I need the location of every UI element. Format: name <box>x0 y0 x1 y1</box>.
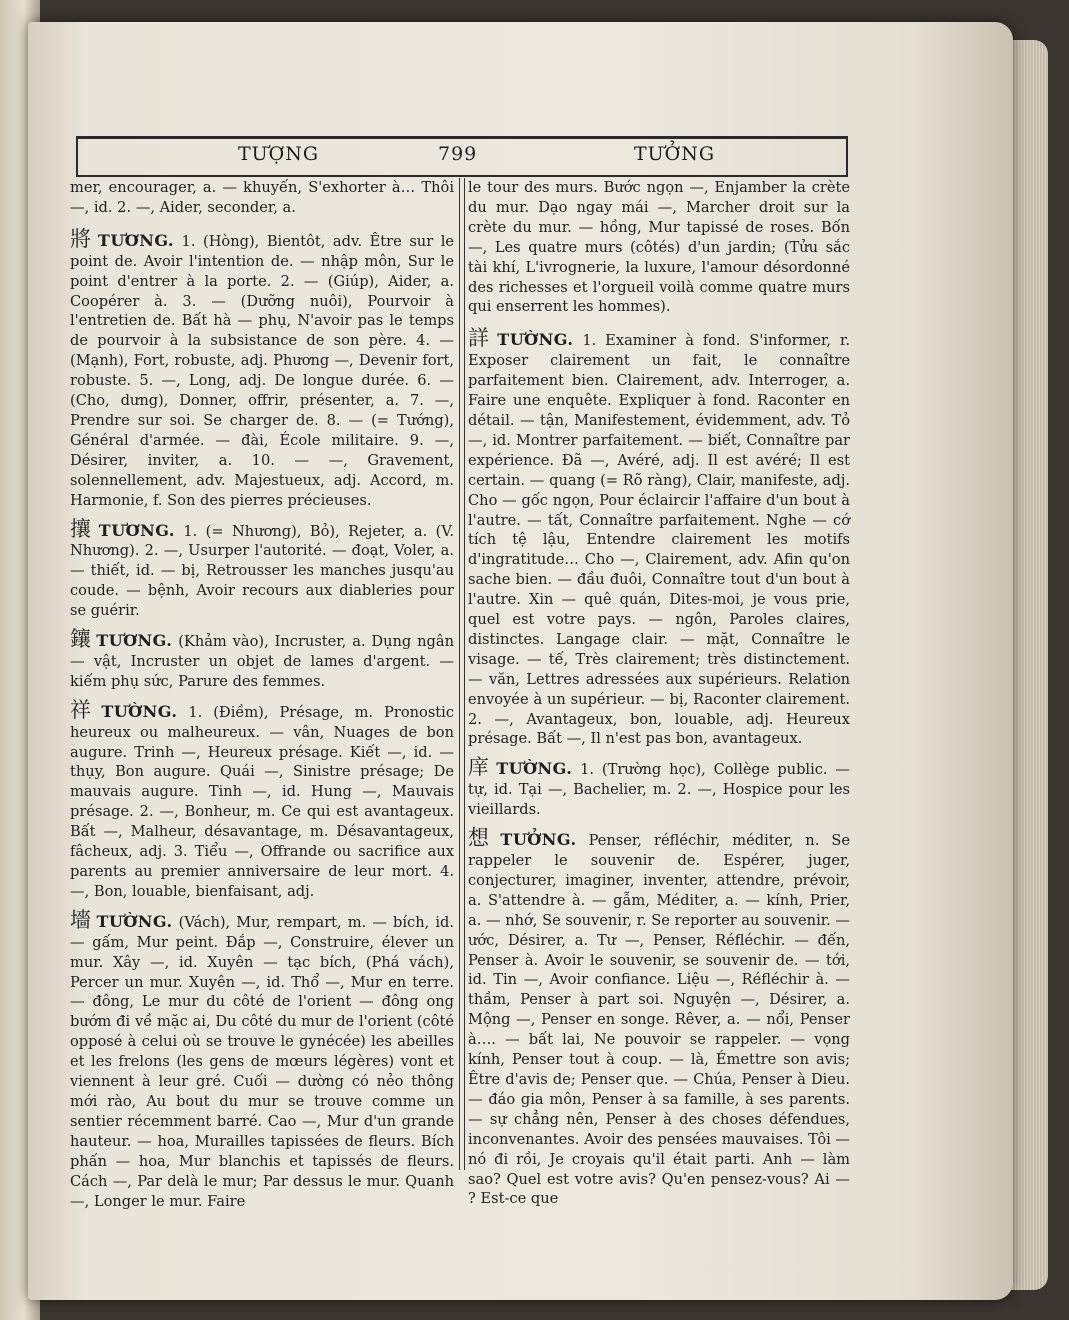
entry-definition: 1. (Điềm), Présage, m. Pronostic heureux ou malheureux. — vân, Nuages de bon augure. Trinh —, Heureux présage. Kiết —, id. — thụy, Bon augure. Quái —, Sinistre présage; De mauvais augure. Tinh —, id. Hung —, Mauvais présage. 2. —, Bonheur, m. Ce qui est avantageux. Bất —, Malheur, désavantage, m. Désavantageux, fâcheux, adj. 3. Tiểu —, Offrande ou sacrifice aux parents au premier anniversaire de leur mort. 4. —, Bon, louable, bienfaisant, adj. <box>70 703 455 900</box>
dictionary-entry <box>70 516 454 622</box>
entry-headword: TƯỜNG. <box>497 330 574 350</box>
entry-character: 詳 <box>468 326 494 351</box>
entry-headword: TƯƠNG. <box>98 520 175 540</box>
entry-headword: TƯƠNG. <box>96 631 173 651</box>
dictionary-entry <box>468 826 851 1209</box>
column-divider <box>459 178 465 1170</box>
dictionary-entry <box>70 627 455 692</box>
entry-character: 攘 <box>70 516 95 541</box>
header-headword-right: TƯỞNG <box>634 143 716 165</box>
entry-definition: 1. Examiner à fond. S'informer, r. Exposer clairement un fait, le connaître parfaitement bien. Clairement, adv. Interroger, a. Faire une enquête. Expliquer à fond. Raconter en détail. — tận, Manifestement, évidemment, adv. Tỏ —, id. Montrer parfaitement. — biết, Connaître par expérience. Đã —, Avéré, adj. Il est avéré; Il est certain. — quang (= Rõ ràng), Clair, manifeste, adj. Cho — gốc ngọn, Pour éclaircir l'affaire d'un bout à l'autre. — tất, Connaître parfaitement. Nghe — cớ tích tệ lậu, Entendre clairement les motifs d'ingratitude… Cho —, Clairement, adv. Afin qu'on sache bien. — đầu đuôi, Connaître tout d'un bout à l'autre. Xin — quê quán, Dites-moi, je vous prie, quel est votre pays. — ngôn, Paroles claires, distinctes. Langage clair. — mặt, Connaître le visage. — tế, Très clairement; très distinctement. — văn, Lettres adressées aux supérieurs. Relation envoyée à un supérieur. — bị, Raconter clairement. 2. —, Avantageux, bon, louable, adj. Heureux présage. Bất —, Il n'est pas bon, avantageux. <box>468 332 851 748</box>
left-column <box>70 178 455 1210</box>
entry-headword: TƯỜNG. <box>496 759 573 779</box>
entry-definition: 1. (Hòng), Bientôt, adv. Être sur le point de. Avoir l'intention de. — nhập môn, Sur le point d'entrer à la porte. 2. — (Giúp), Aider, a. Coopérer à. 3. — (Dưỡng nuôi), Pourvoir à l'entretien de. Bất hà — phụ, N'avoir pas le temps de pourvoir à la subsistance de son père. 4. — (Mạnh), Fort, robuste, adj. Phương —, Devenir fort, robuste. 5. —, Long, adj. De longue durée. 6. — (Cho, dưng), Donner, offrir, présenter, a. 7. —, Prendre sur soi. Se charger de. 8. — (= Tướng), Général d'armée. — đài, École militaire. 9. —, Désirer, inviter, a. 10. — —, Gravement, solennellement, adv. Majestueux, adj. Accord, m. Harmonie, f. Son des pierres précieuses. <box>70 232 455 509</box>
entry-headword: TƯƠNG. <box>97 230 174 250</box>
right-column <box>468 178 851 1208</box>
entry-character: 想 <box>468 826 497 851</box>
dictionary-entry <box>70 907 455 1212</box>
entry-character: 鑲 <box>70 627 93 652</box>
continuation-text: mer, encourager, a. — khuyến, S'exhorter à… Thôi —, id. 2. —, Aider, seconder, a. <box>70 179 454 216</box>
header-headword-left: TƯỢNG <box>238 143 320 165</box>
entry-character: 庠 <box>468 755 493 780</box>
entry-definition: (Khảm vào), Incruster, a. Dụng ngân — vật, Incruster un objet de lames d'argent. — kiếm phụ sức, Parure des femmes. <box>70 633 455 690</box>
page-number: 799 <box>438 143 478 165</box>
entry-definition: (Vách), Mur, rempart, m. — bích, id. — gấm, Mur peint. Đắp —, Construire, élever un mur. Xây —, id. Xuyên — tạc bích, (Phá vách), Percer un mur. Xuyên —, id. Thổ —, Mur en terre. — đông, Le mur du côté de l'orient — đông ong bướm đi về mặc ai, Du côté du mur de l'orient (côté opposé à celui où se trouve le gynécée) les abeilles et les frelons (les gens de mœurs légères) vont et viennent à leur gré. Cuối — dường có nẻo thông mới rào, Au bout du mur se trouve comme un sentier récemment barré. Cao —, Mur d'un grande hauteur. — hoa, Murailles tapissées de fleurs. Bích phấn — hoa, Mur blanchis et tapissés de fleurs. Cách —, Par delà le mur; Par dessus le mur. Quanh —, Longer le mur. Faire <box>70 913 455 1210</box>
entry-character: 墻 <box>70 907 93 932</box>
entry-headword: TƯỜNG. <box>101 701 178 721</box>
dictionary-entry <box>468 755 850 820</box>
dictionary-entry <box>70 697 455 902</box>
page-header <box>76 136 848 177</box>
entry-headword: TƯỜNG. <box>96 911 173 931</box>
continuation-text: le tour des murs. Bước ngọn —, Enjamber la crète du mur. Dạo ngay mái —, Marcher droit sur la crète du mur. — hồng, Mur tapissé de roses. Bốn —, Les quatre murs (côtés) d'un jardin; (Tửu sắc tài khí, L'ivrognerie, la luxure, l'amour désordonné des richesses et l'orgueil voilà comme quatre murs qui enserrent les hommes). <box>468 179 850 316</box>
entry-character: 將 <box>70 226 94 251</box>
entry-definition: Penser, réfléchir, méditer, n. Se rappeler le souvenir de. Espérer, juger, conjecturer, imaginer, inventer, attendre, prévoir, a. S'attendre à. — gẫm, Méditer, a. — kính, Prier, a. — nhớ, Se souvenir, r. Se reporter au souvenir. — ước, Désirer, a. Tư —, Penser, Réfléchir. — đến, Penser à. Avoir le souvenir, se souvenir de. — tới, id. Tin —, Avoir confiance. Liệu —, Réfléchir à. — thầm, Penser à part soi. Nguyện —, Désirer, a. Mộng —, Penser en songe. Rêver, a. — nổi, Penser à…. — bất lai, Ne pouvoir se rappeler. — vọng kính, Penser tout à coup. — là, Émettre son avis; Être d'avis de; Penser que. — Chúa, Penser à Dieu. — đáo gia môn, Penser à sa famille, à ses parents. — sự chẳng nên, Penser à des choses défendues, inconvenantes. Avoir des pensées mauvaises. Tôi — nó đi rồi, Je croyais qu'il était parti. Anh — làm sao? Quel est votre avis? Qu'en pensez-vous? Ai — ? Est-ce que <box>468 832 851 1208</box>
dictionary-entry <box>468 326 851 749</box>
entry-definition: 1. (= Nhương), Bỏ), Rejeter, a. (V. Nhương). 2. —, Usurper l'autorité. — đoạt, Voler, a. — thiết, id. — bị, Retrousser les manches jusqu'au coude. — bệnh, Avoir recours aux diableries pour se guérir. <box>70 522 454 620</box>
entry-character: 祥 <box>70 697 98 722</box>
dictionary-entry <box>70 226 455 511</box>
entry-definition: 1. (Trường học), Collège public. — tự, id. Tại —, Bachelier, m. 2. —, Hospice pour les vieillards. <box>468 761 850 819</box>
entry-headword: TƯỞNG. <box>500 830 577 850</box>
